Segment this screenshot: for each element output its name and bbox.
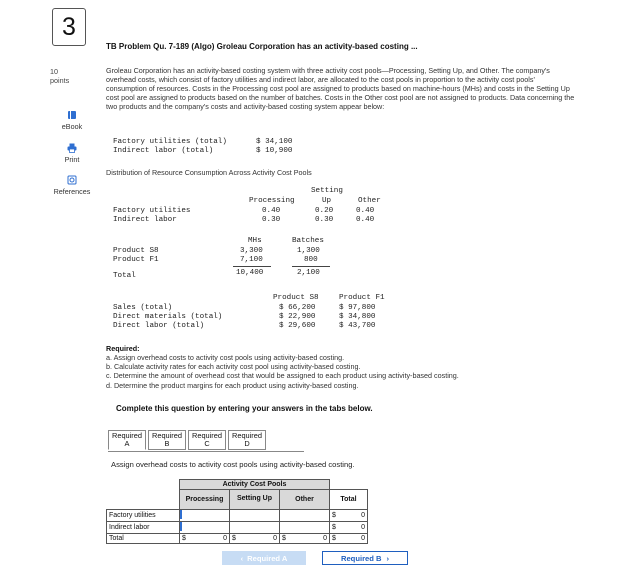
total-value: 0: [361, 511, 365, 519]
printer-icon: [67, 143, 77, 153]
print-link[interactable]: [50, 143, 94, 164]
text-input[interactable]: [180, 510, 229, 520]
tab-required-d[interactable]: [228, 430, 266, 450]
print-label: Print: [64, 155, 80, 164]
product-row-f1: $ 34,800: [339, 313, 376, 321]
tab-line1: Required: [152, 431, 182, 440]
product-row-s8: $ 29,600: [279, 322, 316, 330]
required-item: d. Determine the product margins for each product using activity-based costing.: [106, 380, 359, 390]
required-item: b. Calculate activity rates for each activity cost pool using activity-based costing.: [106, 362, 361, 372]
col-header-total: Total: [330, 489, 368, 509]
ebook-label: eBook: [61, 122, 83, 131]
problem-intro: Groleau Corporation has an activity-based costing system with three activity cost pools—Processing, Setting Up, and Other. The company's overhead costs, which consist of factory utilities and indirect labor, are allocated to the cost pools in proportion to the activity cost pools' consumption of resources. Costs in the Processing cost pool are assigned to products based on machine-hours (MHs) and costs in the Setting Up cost pool are assigned to products based on the number of batches. Costs in the Other cost pool are not assigned to products. Data concerning the two products and the company's costs and activity-based costing system appear below:: [106, 66, 575, 112]
next-label: Required B: [340, 553, 382, 563]
currency-symbol: $: [282, 534, 286, 542]
activity-row-mhs: 3,300: [240, 247, 263, 255]
other-input[interactable]: [280, 521, 330, 533]
row-label: Factory utilities: [107, 509, 180, 521]
row-label: Indirect labor: [107, 521, 180, 533]
tab-line1: Required: [192, 431, 222, 440]
prev-label: Required A: [247, 553, 288, 563]
activity-total-mhs: 10,400: [236, 269, 264, 277]
total-processing: [180, 534, 230, 544]
currency-symbol: $: [332, 524, 336, 532]
dist-row-setting: 0.30: [315, 216, 334, 224]
table-row: [107, 534, 368, 544]
activity-row-label: Product S8: [113, 247, 159, 255]
distribution-title: Distribution of Resource Consumption Across Activity Cost Pools: [106, 168, 312, 177]
text-input[interactable]: [280, 522, 329, 532]
tab-line2: D: [244, 439, 250, 448]
table-row: [107, 509, 368, 521]
currency-symbol: $: [332, 511, 336, 519]
setting-input[interactable]: [230, 509, 280, 521]
overhead-value-1: $ 34,100: [256, 138, 293, 146]
currency-symbol: $: [232, 534, 236, 542]
points-label: points: [50, 76, 70, 85]
group-header: Activity Cost Pools: [180, 480, 330, 490]
chevron-right-icon: ›: [386, 553, 390, 563]
total-value: 0: [361, 524, 365, 532]
dist-header-setting-1: Setting: [311, 187, 343, 195]
overhead-value-2: $ 10,900: [256, 147, 293, 155]
dist-header-setting-2: Up: [322, 197, 332, 205]
tab-required-a[interactable]: [108, 430, 146, 450]
required-tabs: [108, 430, 266, 450]
table-row: [107, 521, 368, 533]
product-row-label: Direct materials (total): [113, 313, 223, 321]
chevron-left-icon: ‹: [240, 553, 244, 563]
activity-header-batches: Batches: [292, 237, 324, 245]
dist-row-label: Factory utilities: [113, 207, 191, 215]
activity-row-label: Product F1: [113, 256, 159, 264]
tab-line2: C: [204, 439, 210, 448]
product-row-s8: $ 66,200: [279, 304, 316, 312]
required-item: a. Assign overhead costs to activity cost pools using activity-based costing.: [106, 353, 345, 362]
tab-required-c[interactable]: [188, 430, 226, 450]
total-value: 0: [223, 534, 227, 542]
overhead-label-1: Factory utilities (total): [113, 138, 227, 146]
row-label: Total: [107, 534, 180, 544]
points-info: [50, 67, 69, 85]
total-value: 0: [273, 534, 277, 542]
activity-total-batches: 2,100: [297, 269, 320, 277]
col-header-other: Other: [280, 489, 330, 509]
product-row-f1: $ 97,800: [339, 304, 376, 312]
product-row-label: Sales (total): [113, 304, 173, 312]
activity-row-mhs: 7,100: [240, 256, 263, 264]
dist-row-processing: 0.40: [262, 207, 281, 215]
text-input[interactable]: [180, 522, 229, 532]
next-required-button[interactable]: [322, 551, 408, 565]
ebook-link[interactable]: [50, 110, 94, 131]
book-icon: [67, 110, 77, 120]
answer-instruction: Assign overhead costs to activity cost pools using activity-based costing.: [111, 460, 355, 469]
col-header-setting: Setting Up: [230, 489, 280, 509]
other-input[interactable]: [280, 509, 330, 521]
tab-required-b[interactable]: [148, 430, 186, 450]
required-list: [106, 353, 459, 390]
question-title: TB Problem Qu. 7-189 (Algo) Groleau Corporation has an activity-based costing ...: [106, 42, 418, 51]
activity-row-batches: 1,300: [297, 247, 320, 255]
dist-row-other: 0.40: [356, 216, 375, 224]
references-icon: [67, 175, 77, 185]
tab-line1: Required: [232, 431, 262, 440]
total-setting: [230, 534, 280, 544]
text-input[interactable]: [230, 522, 279, 532]
product-row-label: Direct labor (total): [113, 322, 205, 330]
product-row-f1: $ 43,700: [339, 322, 376, 330]
setting-input[interactable]: [230, 521, 280, 533]
blank-cell: [330, 480, 368, 490]
activity-total-label: Total: [113, 272, 136, 280]
dist-row-label: Indirect labor: [113, 216, 177, 224]
complete-note: Complete this question by entering your answers in the tabs below.: [116, 404, 373, 413]
tab-line1: Required: [112, 431, 142, 440]
tab-line2: A: [124, 439, 130, 448]
references-link[interactable]: [50, 175, 94, 196]
points-value: 10: [50, 67, 58, 76]
currency-symbol: $: [182, 534, 186, 542]
currency-symbol: $: [332, 534, 336, 542]
dist-row-processing: 0.30: [262, 216, 281, 224]
product-header-s8: Product S8: [273, 294, 319, 302]
text-input[interactable]: [280, 510, 329, 520]
tab-underline: [108, 451, 304, 452]
activity-row-batches: 800: [304, 256, 318, 264]
blank-cell: [107, 480, 180, 490]
dist-header-other: Other: [358, 197, 381, 205]
activity-header-mhs: MHs: [248, 237, 262, 245]
tab-line2: B: [164, 439, 170, 448]
prev-required-button[interactable]: [222, 551, 306, 565]
total-other: [280, 534, 330, 544]
blank-cell: [107, 489, 180, 509]
answer-table: [106, 479, 368, 544]
total-cell: [330, 521, 368, 533]
product-header-f1: Product F1: [339, 294, 385, 302]
processing-input[interactable]: [180, 521, 230, 533]
divider: [233, 266, 271, 267]
product-row-s8: $ 22,900: [279, 313, 316, 321]
dist-row-setting: 0.20: [315, 207, 334, 215]
total-value: 0: [323, 534, 327, 542]
required-item: c. Determine the amount of overhead cost that would be assigned to each product using activity-based costing.: [106, 371, 459, 381]
question-number: 3: [52, 8, 86, 46]
divider: [292, 266, 330, 267]
required-heading: Required:: [106, 344, 140, 353]
total-value: 0: [361, 534, 365, 542]
dist-row-other: 0.40: [356, 207, 375, 215]
text-input[interactable]: [230, 510, 279, 520]
overhead-label-2: Indirect labor (total): [113, 147, 214, 155]
total-cell: [330, 534, 368, 544]
col-header-processing: Processing: [180, 489, 230, 509]
references-label: References: [53, 187, 91, 196]
total-cell: [330, 509, 368, 521]
dist-header-processing: Processing: [249, 197, 295, 205]
processing-input[interactable]: [180, 509, 230, 521]
